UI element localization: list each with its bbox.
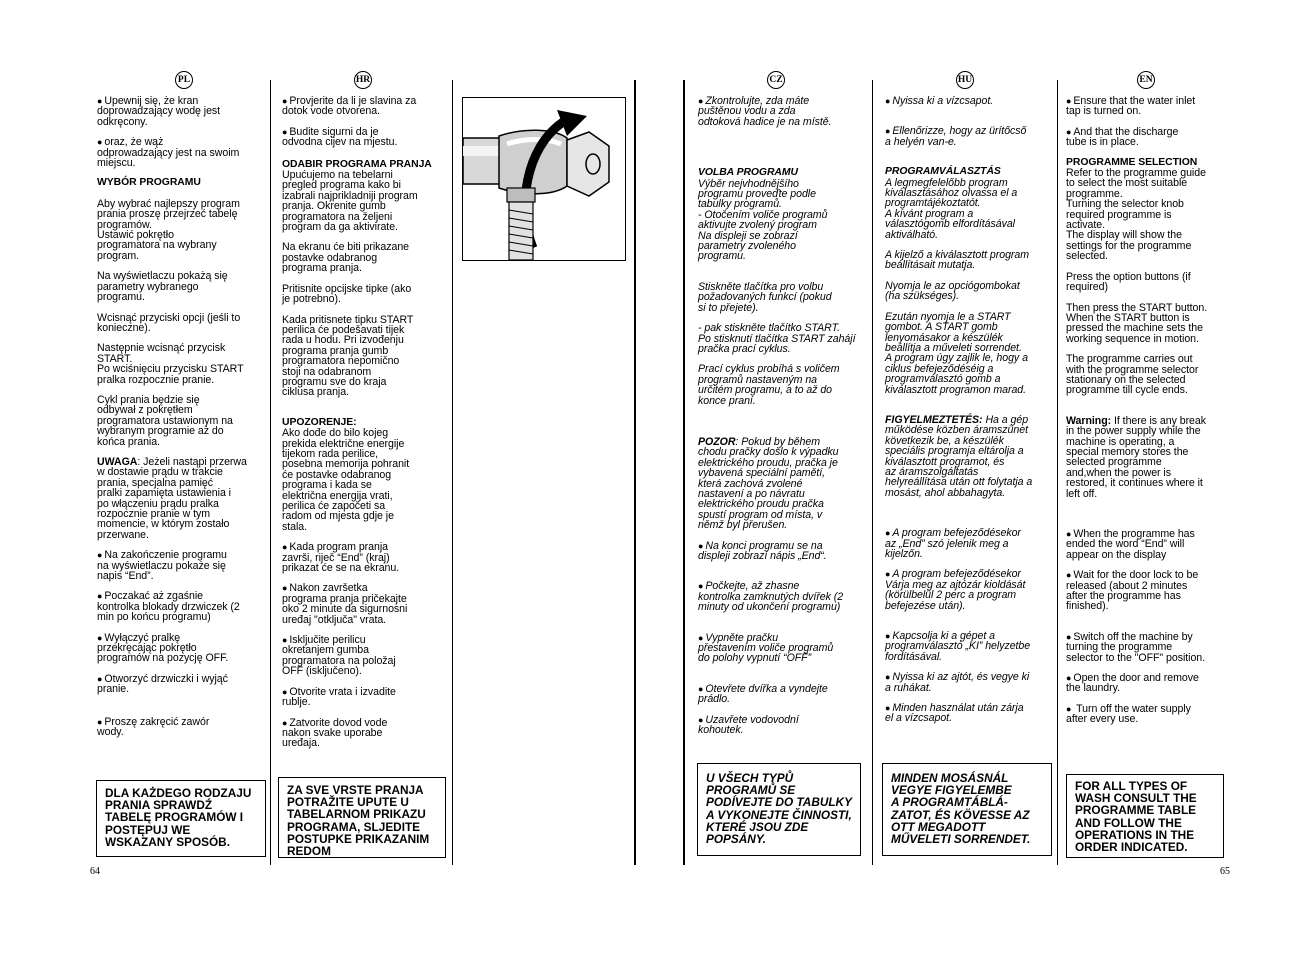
cz-text: Počkejte, až zhasne kontrolka zamknutých dvířek (2 minuty od ukončení programu) — [698, 580, 844, 614]
bullet-icon: ● — [97, 716, 103, 727]
bullet-icon: ● — [698, 540, 704, 551]
hu-warning — [885, 415, 1055, 498]
hu-paragraph: Ezután nyomja le a START gombot. A START gomb lenyomásakor a készülék beállítja a műveleti sorrendet. A program úgy zajlik le, hogy a ciklus befejeződéséig a programválasztó gomb a kiválasztott programon marad. — [885, 310, 1028, 396]
hu-bullet-6 — [885, 672, 1055, 693]
hr-paragraph: Upućujemo na tebelarni pregled programa kako bi izabrali najprikladniji program pranja. Okrenite gumb programatora na željeni program da ga aktivirate. — [282, 169, 418, 234]
bullet-icon: ● — [97, 96, 103, 106]
hr-notice-box: ZA SVE VRSTE PRANJA POTRAŽITE UPUTE U TABELARNOM PRIKAZU PROGRAMA, SLJEDITE POSTUPKE PRIKAZANIM REDOM — [278, 777, 446, 858]
en-text: And that the discharge tube is in place. — [1066, 125, 1179, 149]
cz-text: Otevřete dvířka a vyndejte prádlo. — [698, 682, 828, 706]
hr-text: Zatvorite dovod vode nakon svake uporabe uređaja. — [282, 716, 388, 750]
column-divider — [683, 80, 685, 865]
en-text: Wait for the door lock to be released (about 2 minutes after the programme has finished). — [1066, 569, 1199, 613]
cz-bullet-5 — [698, 684, 868, 705]
hu-bullet-2 — [885, 126, 1055, 147]
hr-bullet-7 — [282, 718, 450, 749]
en-warning — [1066, 416, 1236, 499]
cz-warning-label: POZOR — [698, 435, 736, 448]
hr-paragraph: Ako dođe do bilo kojeg prekida električne energije tijekom rada perilice, posebna memorija pohranit će postavke odabranog programa i kada se električna energija vrati, perilica će započeti sa radom od mjesta gdje je stala. — [282, 427, 410, 533]
column-cz — [698, 96, 868, 745]
cz-text: Na konci programu se na displeji zobrazí nápis „End“. — [698, 539, 827, 562]
hu-notice-box: MINDEN MOSÁSNÁL VEGYE FIGYELEMBE A PROGRAMTÁBLÁ- ZATOT, ÉS KÖVESSE AZ OTT MEGADOTT MŰVELETI SORRENDET. — [882, 763, 1052, 856]
hu-paragraph: A kijelző a kiválasztott program beállításait mutatja. — [885, 249, 1030, 272]
badge-hu: HU — [956, 71, 974, 89]
hr-paragraph: Kada pritisnete tipku START perilica će podešavati tijek rada u hodu. Pri izvođenju programa pranja gumb programatora nepomično stoji na odabranom programu sve do kraja ciklusa pranja. — [282, 313, 414, 399]
water-tap-icon — [463, 98, 626, 261]
pl-text: : Jeżeli nastąpi przerwa w dostawie prądu w trakcie prania, specjalna pamięć pralki zapamięta ustawienia i po włączeniu prądu pralka rozpocznie pranie w tym momencie, w którym zostało przerwane. — [97, 455, 247, 541]
bullet-icon: ● — [282, 686, 288, 697]
bullet-icon: ● — [885, 96, 891, 106]
bullet-icon: ● — [698, 581, 704, 592]
pl-text: Poczakać aż zgaśnie kontrolka blokady drzwiczek (2 min po końcu programu) — [97, 590, 240, 624]
bullet-icon: ● — [282, 126, 288, 137]
pl-text: Na zakończenie programu na wyświetlaczu pokaże się napis “End”. — [97, 549, 227, 583]
bullet-icon: ● — [885, 569, 891, 580]
hu-text: A program befejeződésekor az „End” szó jelenik meg a kijelzőn. — [885, 527, 1021, 560]
bullet-icon: ● — [885, 631, 891, 642]
cz-notice-box: U VŠECH TYPŮ PROGRAMŮ SE PODÍVEJTE DO TABULKY A VYKONEJTE ČINNOSTI, KTERÉ JSOU ZDE POPSÁNY. — [697, 763, 861, 856]
bullet-icon: ● — [282, 542, 288, 553]
pl-bullet-4 — [97, 591, 267, 622]
bullet-icon: ● — [885, 703, 891, 714]
en-bullet-6 — [1066, 673, 1236, 694]
cz-paragraph: Stiskněte tlačítka pro volbu požadovaných funkcí (pokud si to přejete). — [698, 280, 832, 314]
en-warning-label: Warning: — [1066, 414, 1112, 427]
en-paragraph: Refer to the programme guide to select the most suitable programme. Turning the selector knob required programme is activate. The display will show the settings for the programme selected. — [1066, 167, 1206, 263]
pl-text: Wyłączyć pralkę przekręcając pokrętło programów na pozycję OFF. — [97, 631, 229, 665]
en-paragraph: Press the option buttons (if required) — [1066, 270, 1191, 294]
pl-warning-label: UWAGA — [97, 455, 138, 468]
hr-bullet-2 — [282, 127, 450, 148]
bullet-icon: ● — [698, 96, 704, 106]
cz-bullet-4 — [698, 633, 868, 664]
pl-heading: WYBÓR PROGRAMU — [97, 177, 201, 189]
pl-bullet-3 — [97, 550, 267, 581]
pl-paragraph: Na wyświetlaczu pokażą się parametry wybranego programu. — [97, 270, 228, 304]
hu-text: Ha a gép működése közben áramszünet következik be, a készülék speciális programja eltárolja a kiválasztott programot, és az áramszolgáltatás helyreállítása után ott folytatja a mosást, ahol abbahagyta. — [885, 413, 1033, 499]
en-text: When the programme has ended the word “End” will appear on the display — [1066, 528, 1195, 561]
bullet-icon: ● — [885, 528, 891, 539]
cz-bullet-1 — [698, 96, 868, 127]
bullet-icon: ● — [282, 717, 288, 728]
hr-text: Isključite perilicu okretanjem gumba programatora na položaj OFF (isključeno). — [282, 634, 396, 678]
bullet-icon: ● — [1066, 570, 1072, 581]
badge-pl: PL — [175, 71, 193, 89]
en-text: If there is any break in the power supply while the machine is operating, a special memory stores the selected programme and,when the power is restored, it continues where it left off. — [1066, 414, 1206, 500]
bullet-icon: ● — [97, 591, 103, 602]
en-heading: PROGRAMME SELECTION — [1066, 156, 1198, 168]
en-bullet-5 — [1066, 632, 1236, 663]
pl-paragraph: Aby wybrać najlepszy program prania proszę przejrzeć tabelę programów. Ustawić pokrętło programatora na wybrany program. — [97, 197, 240, 262]
en-text: Switch off the machine by turning the programme selector to the "OFF" position. — [1066, 630, 1206, 664]
hu-warning-label: FIGYELMEZTETÉS: — [885, 413, 983, 426]
hr-text: Budite sigurni da je odvodna cijev na mjestu. — [282, 125, 398, 149]
en-notice-box: FOR ALL TYPES OF WASH CONSULT THE PROGRAMME TABLE AND FOLLOW THE OPERATIONS IN THE ORDER INDICATED. — [1066, 774, 1224, 858]
bullet-icon: ● — [885, 126, 891, 137]
cz-paragraph: - pak stiskněte tlačítko START. Po stisknutí tlačítka START zahájí pračka prací cyklus. — [698, 322, 856, 355]
column-divider — [270, 80, 271, 865]
cz-bullet-2 — [698, 541, 868, 562]
bullet-icon: ● — [97, 673, 103, 684]
bullet-icon: ● — [282, 96, 288, 106]
bullet-icon: ● — [698, 683, 704, 694]
column-hr — [282, 96, 450, 759]
hu-bullet-3 — [885, 528, 1055, 559]
hr-text: Kada program pranja završi, riječ “End” (kraj) prikazat će se na ekranu. — [282, 541, 400, 575]
cz-text: Vypněte pračku přestavením voliče programů do polohy vypnutí “OFF” — [698, 631, 834, 665]
hu-bullet-5 — [885, 631, 1055, 662]
hu-text: A program befejeződésekor Várja meg az ajtózár kioldását (körülbelül 2 perc a program befejezése után). — [885, 568, 1026, 612]
hu-text: Nyissa ki a vízcsapot. — [892, 95, 994, 107]
bullet-icon: ● — [885, 672, 891, 683]
pl-bullet-2 — [97, 137, 267, 168]
bullet-icon: ● — [282, 583, 288, 594]
cz-text: Uzavřete vodovodní kohoutek. — [698, 713, 799, 737]
pl-paragraph: Wcisnąć przyciski opcji (jeśli to konieczne). — [97, 311, 241, 334]
pl-text: oraz, że wąż odprowadzający jest na swoim miejscu. — [97, 136, 240, 170]
en-text: Open the door and remove the laundry. — [1066, 672, 1199, 695]
en-bullet-4 — [1066, 570, 1236, 612]
hr-warning-heading: UPOZORENJE: — [282, 416, 357, 428]
page-number-right: 65 — [1220, 866, 1230, 877]
cz-bullet-3 — [698, 581, 868, 612]
en-text: Turn off the water supply after every use. — [1066, 702, 1191, 726]
cz-bullet-6 — [698, 715, 868, 736]
badge-cz: CZ — [767, 71, 785, 89]
pl-text: Proszę zakręcić zawór wody. — [97, 715, 210, 739]
bullet-icon: ● — [97, 632, 103, 643]
column-pl — [97, 96, 267, 748]
badge-hr: HR — [354, 71, 372, 89]
cz-heading: VOLBA PROGRAMU — [698, 167, 798, 179]
hu-heading: PROGRAMVÁLASZTÁS — [885, 166, 1001, 178]
hr-paragraph: Pritisnite opcijske tipke (ako je potrebno). — [282, 282, 412, 306]
pl-bullet-1 — [97, 96, 267, 127]
pl-notice-box: DLA KAŻDEGO RODZAJU PRANIA SPRAWDŹ TABELĘ PROGRAMÓW I POSTĘPUJ WE WSKAZANY SPOSÓB. — [96, 780, 266, 857]
hu-text: Ellenőrizze, hogy az ürítőcső a helyén van-e. — [885, 125, 1027, 148]
pl-text: Otworzyć drzwiczki i wyjąć pranie. — [97, 672, 228, 696]
bullet-icon: ● — [1066, 96, 1072, 106]
column-en — [1066, 96, 1236, 735]
cz-text: Zkontrolujte, zda máte puštěnou vodu a zda odtoková hadice je na místě. — [698, 95, 832, 128]
en-text: Ensure that the water inlet tap is turned on. — [1066, 95, 1196, 118]
hr-bullet-1 — [282, 96, 450, 117]
hu-text: Minden használat után zárja el a vízcsapot. — [885, 702, 1024, 725]
hu-paragraph: Nyomja le az opciógombokat (ha szükséges). — [885, 279, 1020, 303]
hr-text: Nakon završetka programa pranja pričekajte oko 2 minute da sigurnosni uređaj "otključa" vrata. — [282, 582, 408, 626]
column-hu — [885, 96, 1055, 734]
water-tap-illustration — [462, 97, 626, 261]
page-number-left: 64 — [90, 866, 100, 877]
bullet-icon: ● — [1066, 529, 1072, 539]
bullet-icon: ● — [1066, 673, 1072, 684]
en-bullet-2 — [1066, 127, 1236, 148]
column-divider — [634, 80, 636, 865]
hu-paragraph: A legmegfelelőbb program kiválasztásához olvassa el a programtájékoztatót. A kívánt program a választógomb elfordításával aktiválható. — [885, 176, 1018, 241]
bullet-icon: ● — [97, 137, 103, 148]
hr-heading: ODABIR PROGRAMA PRANJA — [282, 158, 432, 170]
bullet-icon: ● — [97, 550, 103, 561]
pl-paragraph: Następnie wcisnąć przycisk START. Po wciśnięciu przycisku START pralka rozpocznie pranie. — [97, 342, 244, 386]
badge-en: EN — [1137, 71, 1155, 89]
hr-text: Otvorite vrata i izvadite rublje. — [282, 685, 396, 709]
pl-paragraph: Cykl prania będzie się odbywał z pokrętłem programatora ustawionym na wybranym programie aż do końca prania. — [97, 393, 233, 448]
en-bullet-1 — [1066, 96, 1236, 117]
pl-bullet-7 — [97, 717, 267, 738]
bullet-icon: ● — [1066, 703, 1072, 714]
pl-bullet-5 — [97, 633, 267, 664]
bullet-icon: ● — [698, 632, 704, 643]
cz-text: : Pokud by během chodu pračky došlo k výpadku elektrického proudu, pračka je vybavená speciální pamětí, která zachová zvolené nastavení a po návratu elektrického proudu pračka spustí program od místa, v němž byl přerušen. — [698, 435, 839, 532]
en-bullet-3 — [1066, 529, 1236, 560]
hu-bullet-7 — [885, 703, 1055, 724]
hu-text: Kapcsolja ki a gépet a programválasztó „KI” helyzetbe fordításával. — [885, 630, 1031, 663]
bullet-icon: ● — [1066, 126, 1072, 137]
pl-text: Upewnij się, że kran doprowadzający wodę jest odkręcony. — [97, 95, 221, 128]
pl-warning — [97, 457, 267, 540]
hr-bullet-4 — [282, 583, 450, 625]
column-divider — [872, 80, 873, 865]
bullet-icon: ● — [698, 714, 704, 725]
hr-text: Provjerite da li je slavina za dotok vode otvorena. — [282, 95, 417, 118]
cz-paragraph: Prací cyklus probíhá s voličem programů nastaveným na určitém programu, a to až do konce praní. — [698, 363, 840, 407]
hr-bullet-3 — [282, 542, 450, 573]
pl-bullet-6 — [97, 674, 267, 695]
hr-paragraph: Na ekranu će biti prikazane postavke odabranog programa pranja. — [282, 241, 410, 275]
cz-paragraph: Výběr nejvhodnějšího programu proveďte podle tabulky programů. - Otočením voliče programů aktivujte zvolený program Na displeji se zobrazí parametry zvoleného programu. — [698, 177, 828, 263]
bullet-icon: ● — [282, 635, 288, 646]
hu-bullet-4 — [885, 569, 1055, 611]
en-bullet-7 — [1066, 704, 1236, 725]
column-divider — [452, 80, 453, 865]
column-divider — [1057, 80, 1058, 865]
en-paragraph: The programme carries out with the programme selector stationary on the selected programme till cycle ends. — [1066, 353, 1199, 397]
hu-bullet-1 — [885, 96, 1055, 106]
cz-warning — [698, 437, 868, 531]
hr-bullet-5 — [282, 635, 450, 677]
bullet-icon: ● — [1066, 631, 1072, 642]
en-paragraph: Then press the START button. When the START button is pressed the machine sets the working sequence in motion. — [1066, 301, 1208, 345]
hu-text: Nyissa ki az ajtót, és vegye ki a ruhákat. — [885, 671, 1030, 694]
hr-bullet-6 — [282, 687, 450, 708]
